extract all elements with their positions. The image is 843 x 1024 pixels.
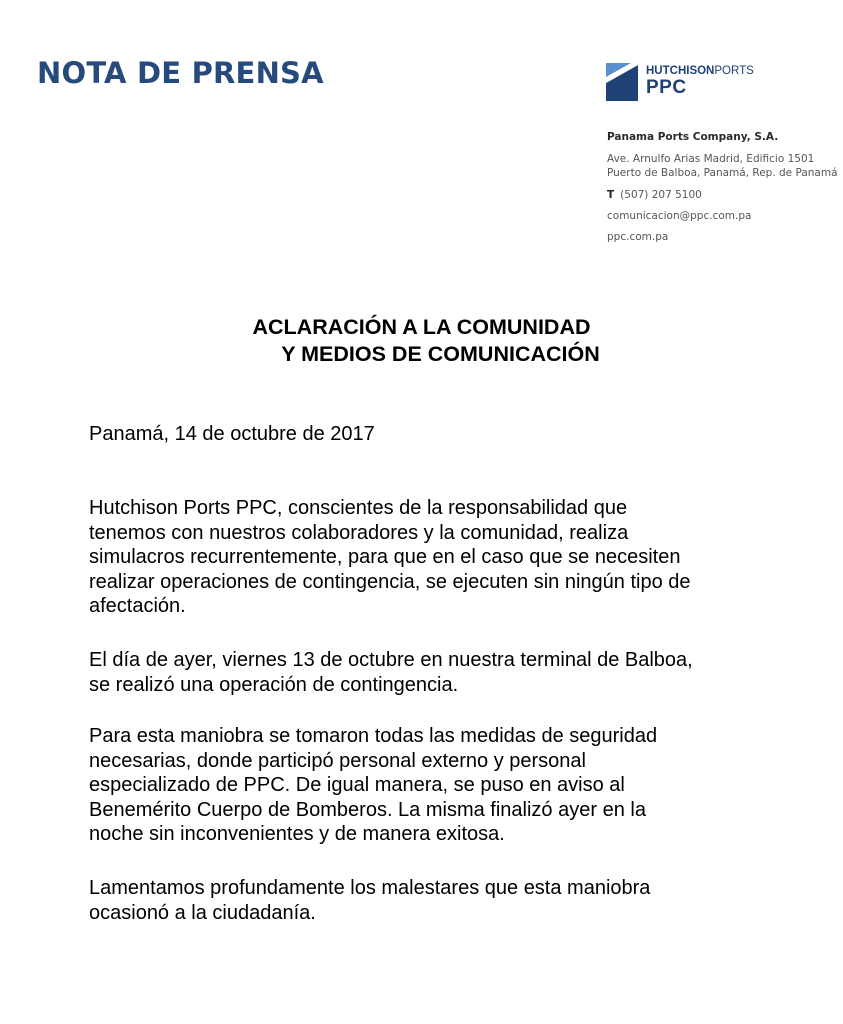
paragraph-line: ocasionó a la ciudadanía.	[89, 901, 316, 924]
paragraph-line: Benemérito Cuerpo de Bomberos. La misma finalizó ayer en la	[89, 798, 646, 821]
paragraph-line: especializado de PPC. De igual manera, se puso en aviso al	[89, 774, 625, 796]
press-release-title: NOTA DE PRENSA	[37, 56, 324, 90]
paragraph-line: Para esta maniobra se tomaron todas las medidas de seguridad	[89, 725, 658, 747]
heading-line-1: ACLARACIÓN A LA COMUNIDAD	[252, 315, 591, 339]
email-link[interactable]: comunicacion@ppc.com.pa	[607, 210, 752, 222]
hutchison-ports-logo	[606, 63, 826, 103]
heading-line-2: Y MEDIOS DE COMUNICACIÓN	[281, 342, 600, 366]
paragraph-line: realizar operaciones de contingencia, se ejecuten sin ningún tipo de	[89, 570, 691, 593]
paragraph-line: El día de ayer, viernes 13 de octubre en nuestra terminal de Balboa,	[89, 649, 693, 671]
paragraph-line: Lamentamos profundamente los malestares que esta maniobra	[89, 877, 651, 899]
document-date: Panamá, 14 de octubre de 2017	[89, 423, 375, 445]
paragraph-line: se realizó una operación de contingencia.	[89, 673, 459, 696]
logo-text-hutchison: HUTCHISON	[646, 65, 715, 77]
logo-mark-icon	[606, 63, 638, 101]
paragraph-2	[89, 648, 789, 697]
website-link[interactable]: ppc.com.pa	[607, 231, 669, 243]
logo-text-ppc: PPC	[646, 77, 687, 98]
document-heading	[0, 314, 843, 368]
phone-label: T	[607, 189, 615, 201]
paragraph-line: Hutchison Ports PPC, conscientes de la responsabilidad que	[89, 497, 628, 519]
paragraph-line: tenemos con nuestros colaboradores y la comunidad, realiza	[89, 521, 629, 544]
paragraph-line: necesarias, donde participó personal externo y personal	[89, 749, 586, 772]
logo-wordmark-top	[646, 65, 754, 77]
company-contact-block	[607, 130, 838, 244]
paragraph-1	[89, 496, 789, 619]
address-line-2: Puerto de Balboa, Panamá, Rep. de Panamá	[607, 167, 838, 179]
logo-text-ports: PORTS	[714, 65, 754, 77]
phone-line	[607, 188, 838, 202]
paragraph-3	[89, 724, 789, 847]
company-name: Panama Ports Company, S.A.	[607, 131, 779, 143]
phone-number: (507) 207 5100	[620, 189, 702, 201]
paragraph-line: noche sin inconvenientes y de manera exitosa.	[89, 823, 505, 845]
paragraph-4	[89, 876, 789, 925]
paragraph-line: afectación.	[89, 595, 186, 617]
address-line-1: Ave. Arnulfo Arias Madrid, Edificio 1501	[607, 153, 815, 165]
paragraph-line: simulacros recurrentemente, para que en el caso que se necesiten	[89, 546, 681, 568]
